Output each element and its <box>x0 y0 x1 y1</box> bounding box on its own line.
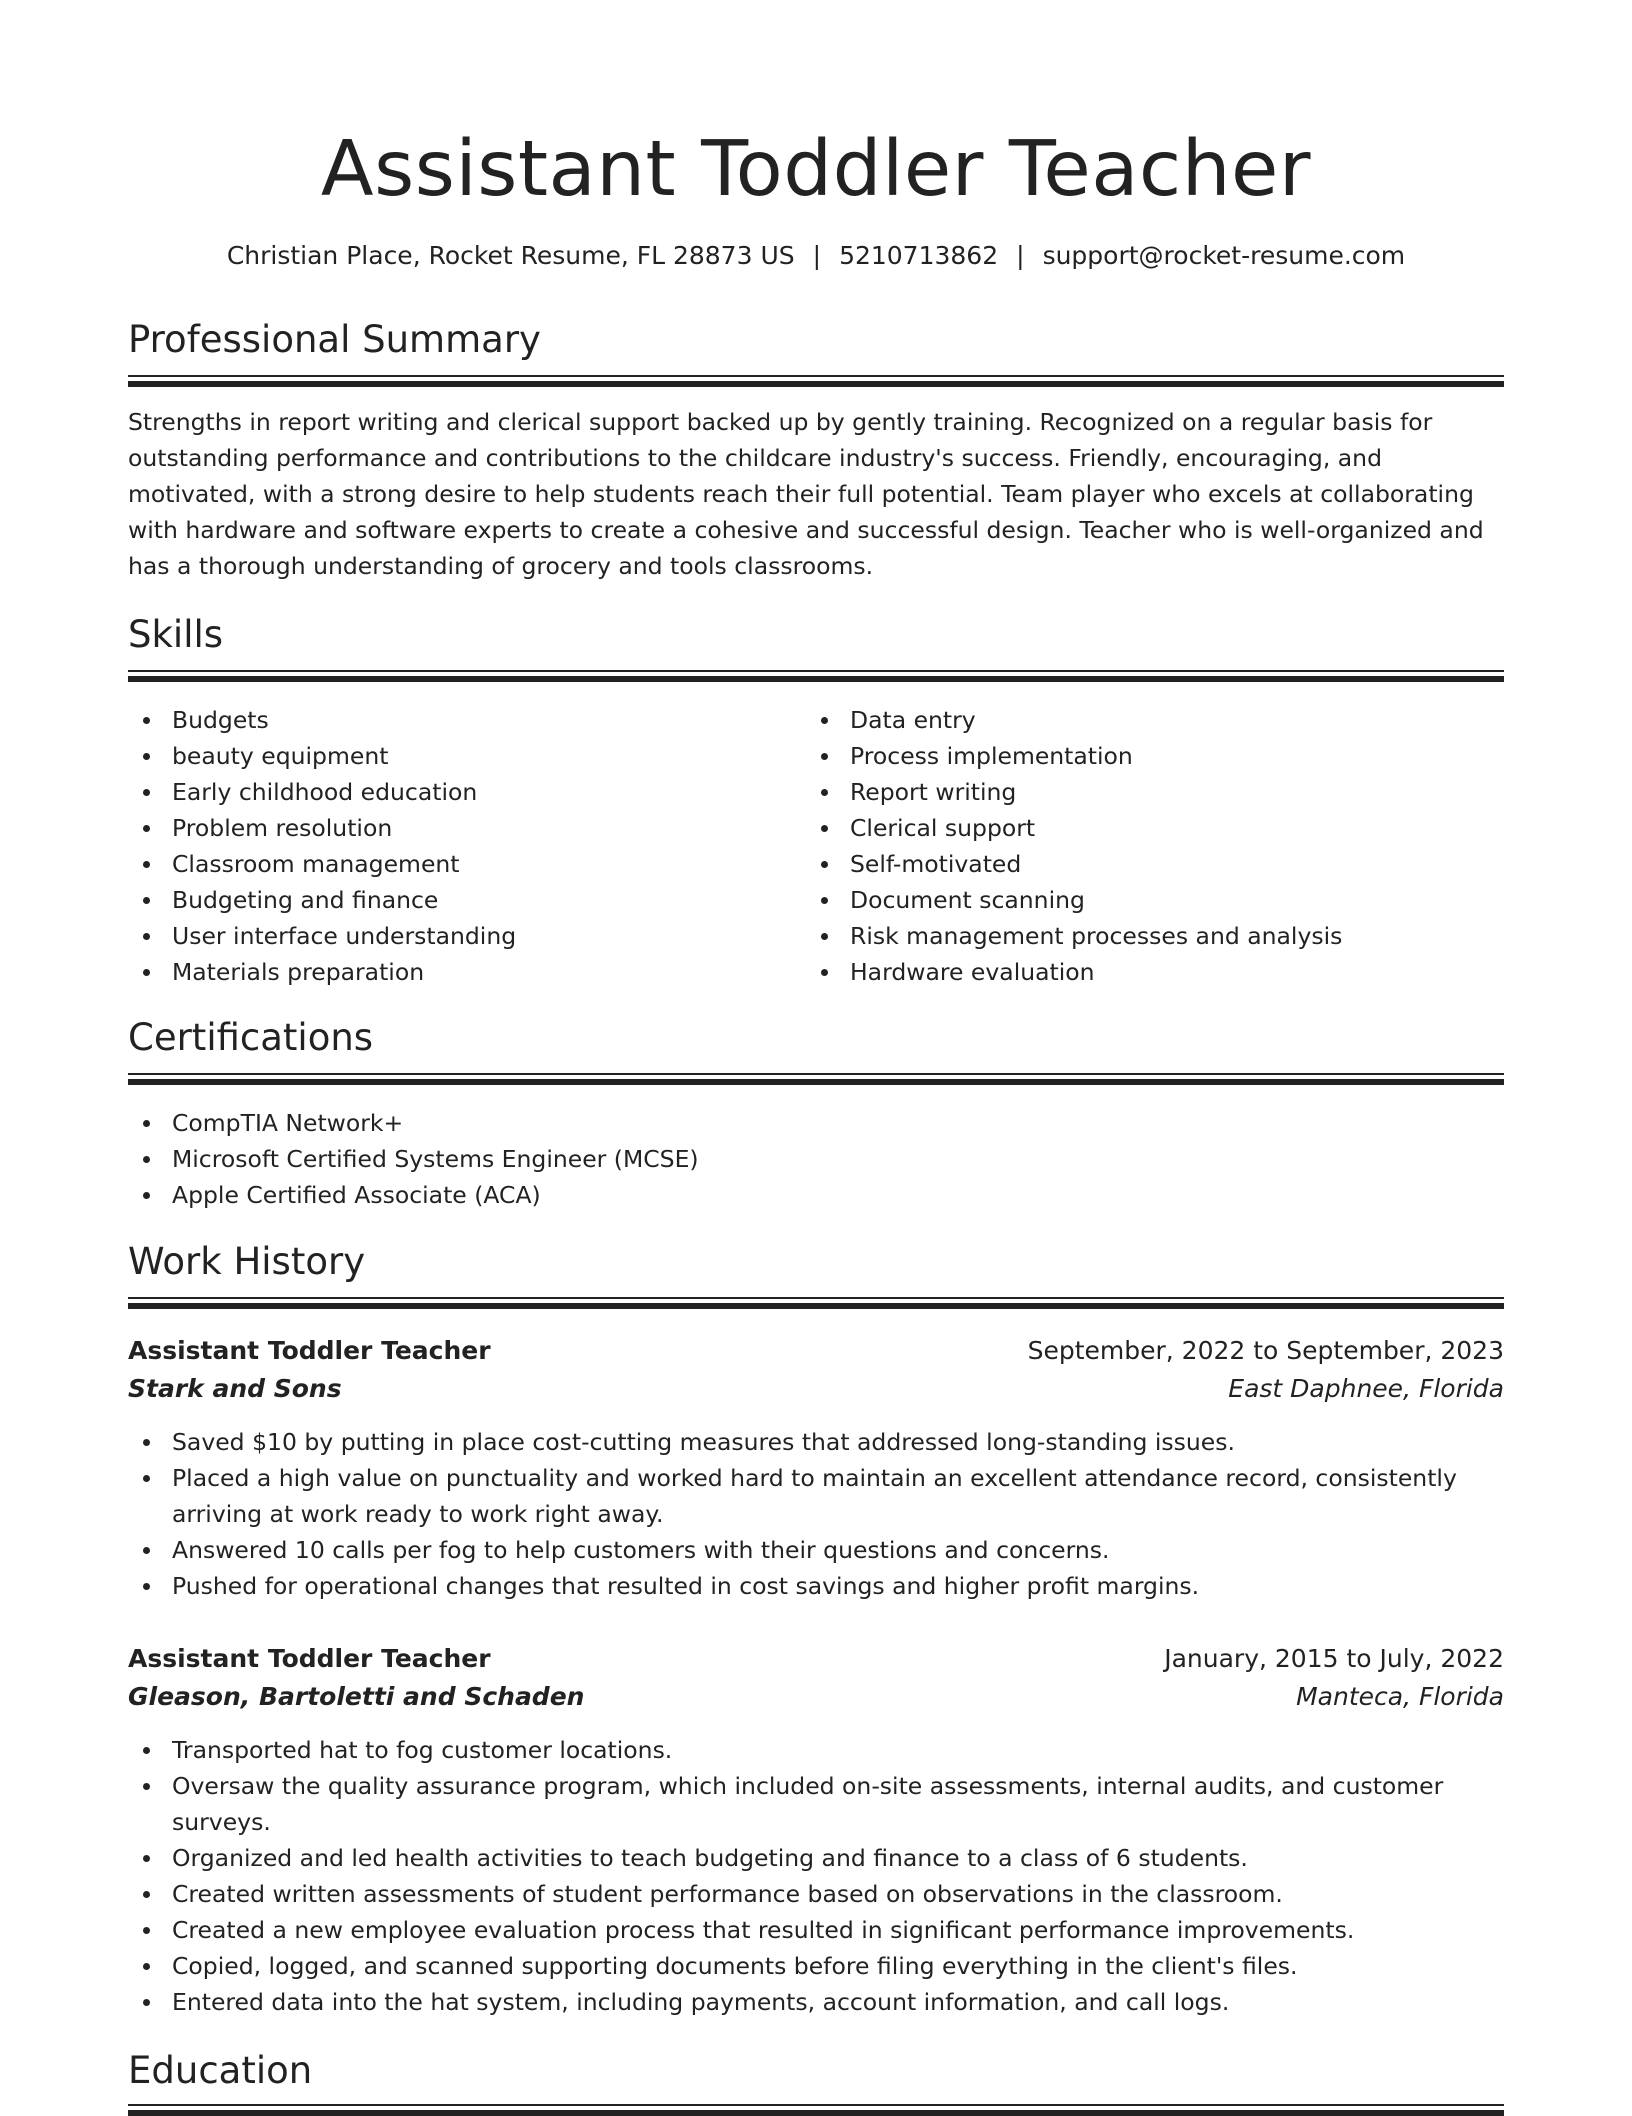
skill-item: Problem resolution <box>128 810 788 846</box>
section-divider <box>128 1073 1504 1085</box>
skill-item: Hardware evaluation <box>806 954 1504 990</box>
job-bullet: Answered 10 calls per fog to help customers with their questions and concerns. <box>128 1532 1504 1568</box>
skill-item: Risk management processes and analysis <box>806 918 1504 954</box>
certifications-list <box>128 1105 1504 1213</box>
email-link[interactable]: support@rocket-resume.com <box>1042 241 1406 270</box>
phone-text: 5210713862 <box>839 241 999 270</box>
job-bullet: Transported hat to fog customer locations. <box>128 1732 1504 1768</box>
section-heading-work-history: Work History <box>128 1240 366 1283</box>
job-location: Manteca, Florida <box>1296 1682 1504 1711</box>
skill-item: Self-motivated <box>806 846 1504 882</box>
certification-item: Microsoft Certified Systems Engineer (MCSE) <box>128 1141 1504 1177</box>
skills-list-left <box>128 702 788 990</box>
job-bullet: Created a new employee evaluation process that resulted in significant performance improvements. <box>128 1912 1504 1948</box>
section-heading-summary: Professional Summary <box>128 318 541 361</box>
job-header <box>128 1332 1504 1408</box>
job-bullet: Organized and led health activities to teach budgeting and finance to a class of 6 students. <box>128 1840 1504 1876</box>
summary-text: Strengths in report writing and clerical support backed up by gently training. Recognized on a regular basis for outstanding performance and contributions to the childcare industry's success. Friendly, encouraging, and motivated, with a strong desire to help students reach their full potential. Team player who excels at collaborating with hardware and software experts to create a cohesive and successful design. Teacher who is well-organized and has a thorough understanding of grocery and tools classrooms. <box>128 408 1484 580</box>
section-divider <box>128 670 1504 682</box>
job-location: East Daphnee, Florida <box>1228 1374 1504 1403</box>
section-heading-education: Education <box>128 2049 313 2092</box>
job-bullet: Oversaw the quality assurance program, which included on-site assessments, internal audits, and customer surveys. <box>128 1768 1504 1840</box>
job-bullet: Pushed for operational changes that resulted in cost savings and higher profit margins. <box>128 1568 1504 1604</box>
job-bullet: Saved $10 by putting in place cost-cutting measures that addressed long-standing issues. <box>128 1424 1504 1460</box>
address-text: Christian Place, Rocket Resume, FL 28873 US <box>226 241 795 270</box>
skill-item: Classroom management <box>128 846 788 882</box>
separator: | <box>812 241 822 270</box>
skill-item: Clerical support <box>806 810 1504 846</box>
job-header <box>128 1640 1504 1716</box>
separator: | <box>1016 241 1025 270</box>
job-bullet: Entered data into the hat system, including payments, account information, and call logs. <box>128 1984 1504 2020</box>
job-title: Assistant Toddler Teacher <box>128 1336 491 1365</box>
job-bullets <box>128 1424 1504 1604</box>
section-divider <box>128 2104 1504 2116</box>
skill-item: Process implementation <box>806 738 1504 774</box>
job-bullet: Copied, logged, and scanned supporting documents before filing everything in the client's files. <box>128 1948 1504 1984</box>
skill-item: Report writing <box>806 774 1504 810</box>
contact-line <box>128 238 1504 274</box>
job-dates: September, 2022 to September, 2023 <box>1027 1336 1504 1365</box>
section-heading-certifications: Certifications <box>128 1016 374 1059</box>
skill-item: beauty equipment <box>128 738 788 774</box>
job-company: Gleason, Bartoletti and Schaden <box>128 1682 585 1711</box>
section-divider <box>128 1297 1504 1309</box>
skill-item: Budgeting and finance <box>128 882 788 918</box>
skill-item: Early childhood education <box>128 774 788 810</box>
skill-item: Data entry <box>806 702 1504 738</box>
skill-item: Materials preparation <box>128 954 788 990</box>
resume-title: Assistant Toddler Teacher <box>320 125 1312 214</box>
job-bullet: Placed a high value on punctuality and worked hard to maintain an excellent attendance record, consistently arriving at work ready to work right away. <box>128 1460 1504 1532</box>
certification-item: CompTIA Network+ <box>128 1105 1504 1141</box>
job-bullets <box>128 1732 1504 2020</box>
job-dates: January, 2015 to July, 2022 <box>1164 1644 1504 1673</box>
skill-item: Budgets <box>128 702 788 738</box>
job-title: Assistant Toddler Teacher <box>128 1644 491 1673</box>
certification-item: Apple Certified Associate (ACA) <box>128 1177 1504 1213</box>
job-company: Stark and Sons <box>128 1374 342 1403</box>
skill-item: User interface understanding <box>128 918 788 954</box>
section-divider <box>128 375 1504 387</box>
section-heading-skills: Skills <box>128 613 224 656</box>
skill-item: Document scanning <box>806 882 1504 918</box>
skills-list-right <box>806 702 1504 990</box>
job-bullet: Created written assessments of student performance based on observations in the classroom. <box>128 1876 1504 1912</box>
